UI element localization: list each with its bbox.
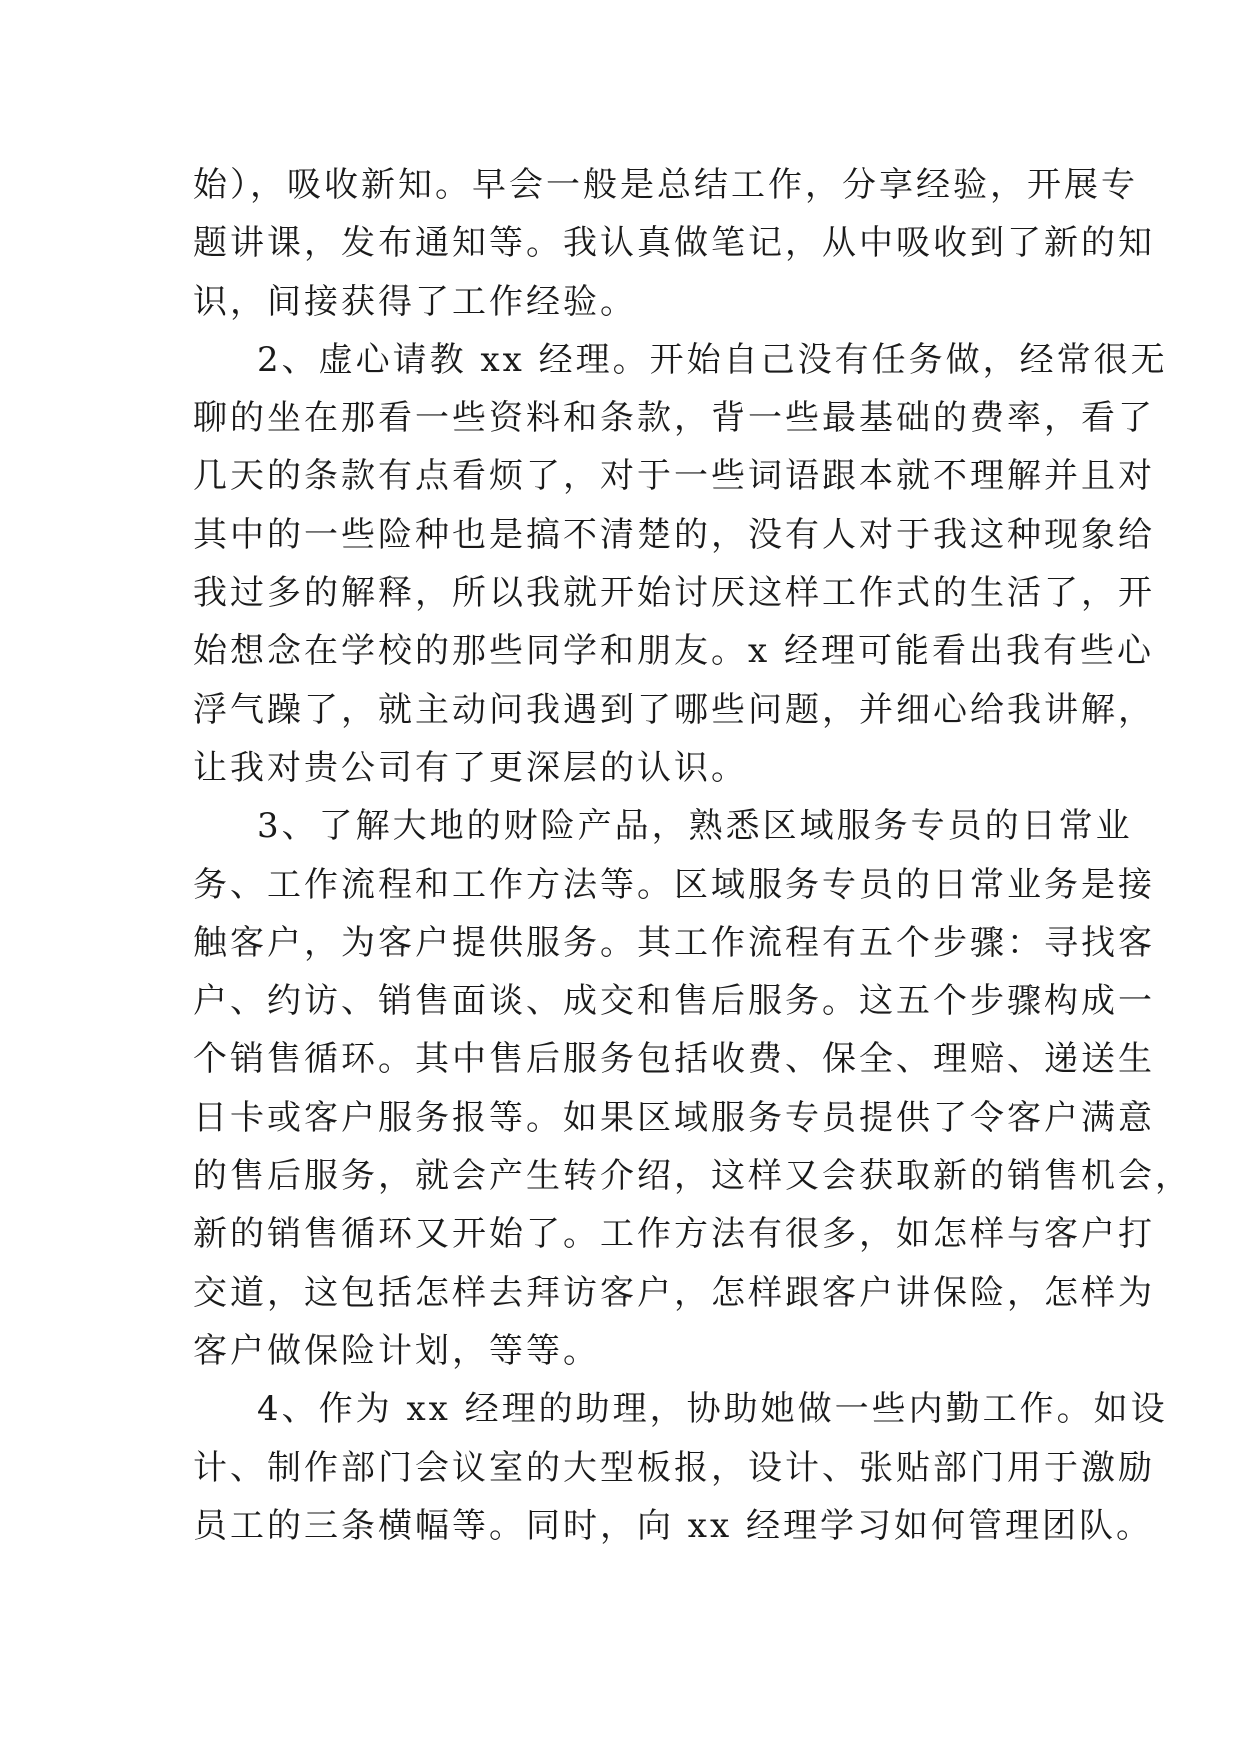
document-body — [193, 156, 1192, 1555]
paragraph-start-line: 4、作为 xx 经理的助理，协助她做一些内勤工作。如设 — [257, 1389, 1168, 1430]
text-line: 计、制作部门会议室的大型板报，设计、张贴部门用于激励 — [193, 1447, 1155, 1488]
text-line: 让我对贵公司有了更深层的认识。 — [193, 747, 748, 788]
text-line: 聊的坐在那看一些资料和条款，背一些最基础的费率，看了 — [193, 398, 1155, 439]
text-line: 始想念在学校的那些同学和朋友。x 经理可能看出我有些心 — [193, 631, 1154, 672]
text-line: 交道，这包括怎样去拜访客户，怎样跟客户讲保险，怎样为 — [193, 1272, 1155, 1313]
text-line: 个销售循环。其中售后服务包括收费、保全、理赔、递送生 — [193, 1039, 1155, 1080]
text-line: 几天的条款有点看烦了，对于一些词语跟本就不理解并且对 — [193, 456, 1155, 497]
text-line: 新的销售循环又开始了。工作方法有很多，如怎样与客户打 — [193, 1214, 1155, 1255]
text-line: 的售后服务，就会产生转介绍，这样又会获取新的销售机会， — [193, 1156, 1192, 1197]
text-line: 员工的三条横幅等。同时，向 xx 经理学习如何管理团队。 — [193, 1505, 1153, 1546]
text-line: 客户做保险计划，等等。 — [193, 1330, 600, 1371]
text-line: 其中的一些险种也是搞不清楚的，没有人对于我这种现象给 — [193, 514, 1155, 555]
text-line: 识，间接获得了工作经验。 — [193, 281, 637, 322]
text-line: 我过多的解释，所以我就开始讨厌这样工作式的生活了，开 — [193, 573, 1155, 614]
text-line: 户、约访、销售面谈、成交和售后服务。这五个步骤构成一 — [193, 981, 1155, 1022]
text-line: 浮气躁了，就主动问我遇到了哪些问题，并细心给我讲解， — [193, 689, 1155, 730]
text-line: 题讲课，发布通知等。我认真做笔记，从中吸收到了新的知 — [193, 223, 1155, 264]
paragraph-start-line: 3、了解大地的财险产品，熟悉区域服务专员的日常业 — [257, 806, 1133, 847]
text-line: 始），吸收新知。早会一般是总结工作，分享经验，开展专 — [193, 165, 1138, 205]
text-line: 日卡或客户服务报等。如果区域服务专员提供了令客户满意 — [193, 1097, 1155, 1138]
paragraph-start-line: 2、虚心请教 xx 经理。开始自己没有任务做，经常很无 — [257, 339, 1168, 380]
text-line: 触客户，为客户提供服务。其工作流程有五个步骤：寻找客 — [193, 922, 1155, 963]
text-line: 务、工作流程和工作方法等。区域服务专员的日常业务是接 — [193, 864, 1155, 905]
